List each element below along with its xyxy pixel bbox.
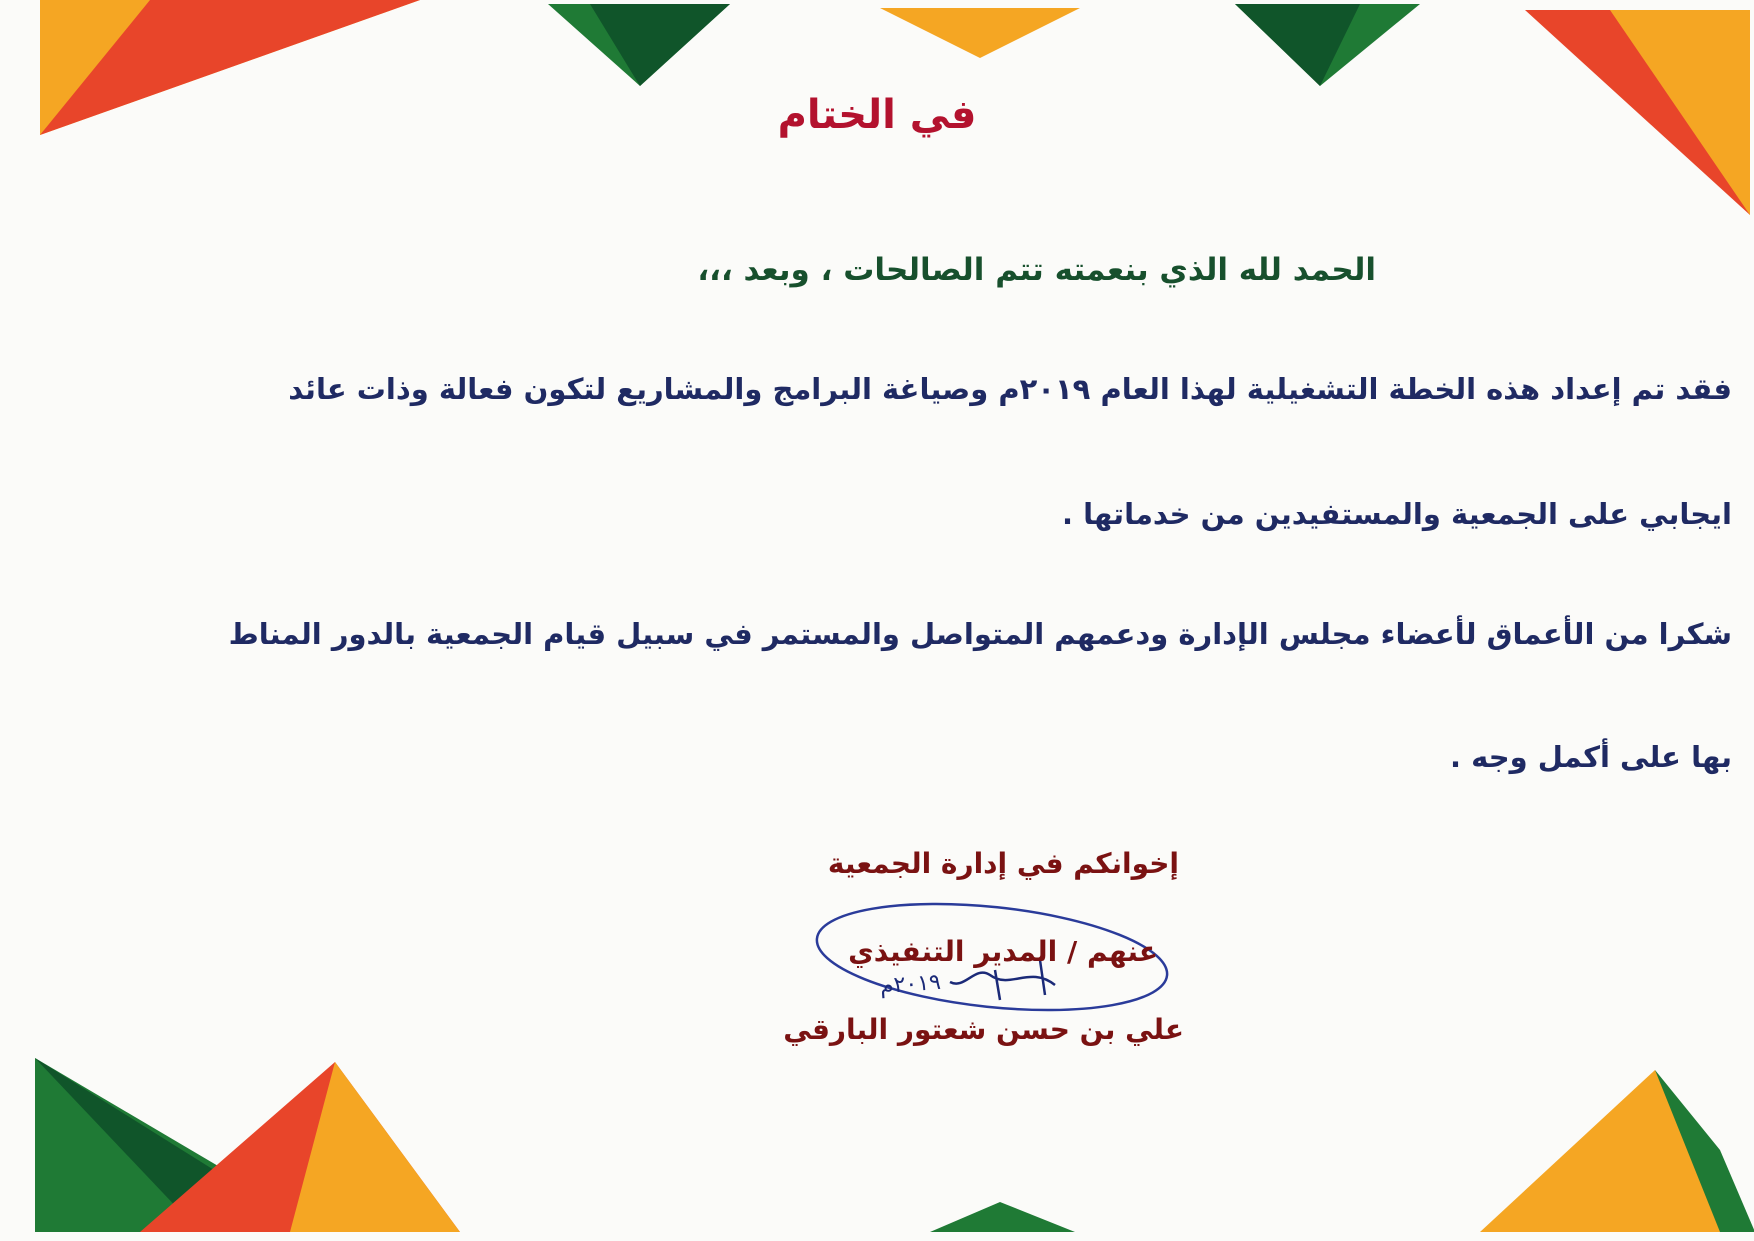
handwritten-date: ٢٠١٩م: [879, 969, 942, 1000]
paragraph2-line1: شكرا من الأعماق لأعضاء مجلس الإدارة ودعمهم المتواصل والمستمر في سبيل قيام الجمعية بالدور المناط: [228, 617, 1732, 651]
signatory-name: علي بن حسن شعتور البارقي: [783, 1013, 1184, 1046]
greeting-line: الحمد لله الذي بنعمته تتم الصالحات ، وبعد ،،،: [697, 252, 1376, 288]
paragraph1-line1: فقد تم إعداد هذه الخطة التشغيلية لهذا العام ٢٠١٩م وصياغة البرامج والمشاريع لتكون فعالة وذات عائد: [288, 372, 1732, 406]
paragraph2-line2: بها على أكمل وجه .: [1450, 740, 1732, 774]
top-orange-triangle: [880, 8, 1080, 58]
closing-from: إخوانكم في إدارة الجمعية: [827, 847, 1179, 880]
paragraph1-line2: ايجابي على الجمعية والمستفيدين من خدماتها .: [1062, 497, 1732, 531]
page-title: في الختام: [777, 92, 977, 138]
bottom-center-green-triangle: [930, 1202, 1075, 1232]
closing-role: عنهم / المدير التنفيذي: [848, 935, 1158, 968]
